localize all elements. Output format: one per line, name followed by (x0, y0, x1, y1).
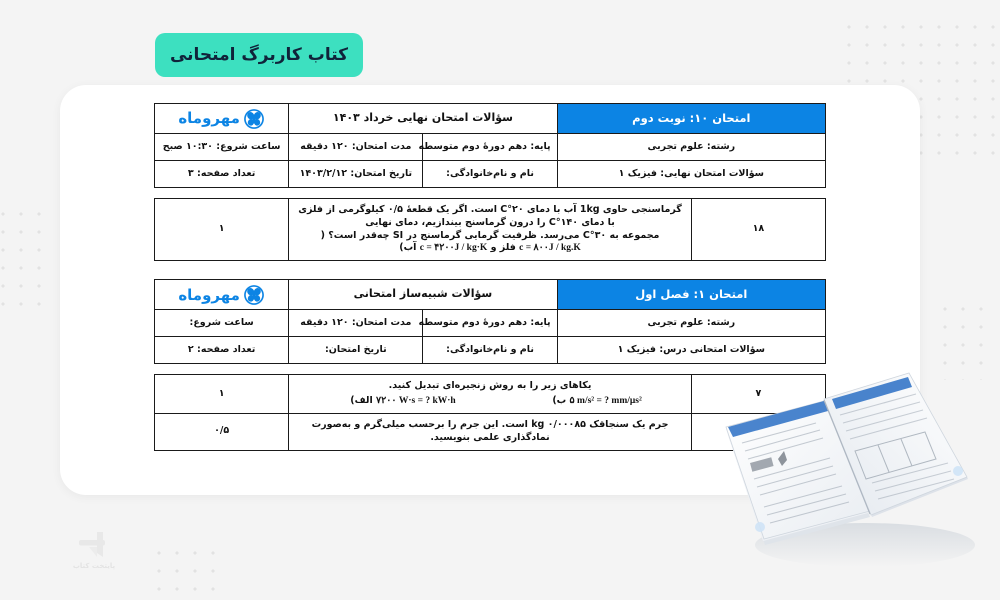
exam-2-date: تاریخ امتحان: (289, 337, 423, 364)
exam-1-grade: پایه: دهم دورهٔ دوم متوسطه (423, 134, 557, 161)
exam-1-page-count: تعداد صفحه: ۳ (155, 161, 289, 188)
exam-1-q1-score: ۱ (155, 199, 289, 261)
exam-1-student-name: نام و نام‌خانوادگی: (423, 161, 557, 188)
exam-1-subject: سؤالات امتحان نهایی: فیزیک ۱ (557, 161, 825, 188)
publisher-watermark (52, 530, 136, 570)
exam-2-q1-part-a (350, 395, 455, 408)
exam-1-q1-formula-1: c = ۸۰۰J / kg.K (519, 243, 581, 254)
watermark-logo-icon (77, 530, 111, 560)
table-row (155, 199, 826, 261)
page-title-badge (155, 33, 363, 77)
exam-2-q1-part-b (552, 395, 641, 408)
decorative-dot-grid-left (0, 205, 54, 315)
table-row (155, 413, 826, 450)
butterfly-logo-icon (243, 284, 265, 306)
exam-2-title: امتحان ۱: فصل اول (557, 280, 825, 310)
exam-1-duration: مدت امتحان: ۱۲۰ دقیقه (289, 134, 423, 161)
exam-2-q1-part-a-label: الف) (350, 395, 373, 407)
exam-1-spacer-row (155, 188, 826, 199)
exam-2-q1-score: ۱ (155, 375, 289, 414)
exam-1-info-row-1 (155, 134, 826, 161)
exam-1-start-time: ساعت شروع: ۱۰:۳۰ صبح (155, 134, 289, 161)
decorative-dot-grid-bottom (150, 544, 220, 594)
exam-2-info-row-2 (155, 337, 826, 364)
exam-1-q1-line2-text: مجموعه به C°۳۰ می‌رسد. ظرفیت گرمایی گرماسنج در SI چه‌قدر است؟ ( (320, 229, 660, 241)
exam-1-q1-text (289, 199, 692, 261)
exam-2-spacer-row (155, 364, 826, 375)
exam-2-q2-text: جرم یک سنجاقک kg ۰/۰۰۰۸۵ است. این جرم را برحسب میلی‌گرم و به‌صورت نمادگذاری علمی بنویسید. (289, 413, 692, 450)
exam-table-1 (154, 103, 826, 261)
exam-2-q1-part-b-label: ب) (552, 395, 567, 407)
brand-name-2: مهروماه (178, 285, 240, 304)
butterfly-logo-icon (243, 108, 265, 130)
exam-2-student-name: نام و نام‌خانوادگی: (423, 337, 557, 364)
exam-2-q1-line1: یکاهای زیر را به روش زنجیره‌ای تبدیل کنید. (388, 380, 592, 392)
exam-1-q1-number: ۱۸ (691, 199, 825, 261)
watermark-label: پایتخت کتاب (72, 562, 116, 570)
exam-2-start-time: ساعت شروع: (155, 310, 289, 337)
exam-2-q1-part-b-formula: ۵ m/s² = ? mm/μs² (569, 396, 642, 407)
exam-1-subtitle: سؤالات امتحان نهایی خرداد ۱۴۰۳ (289, 104, 557, 134)
exam-2-info-row-1 (155, 310, 826, 337)
exam-1-q1-formula-tail: آب) (399, 242, 417, 254)
tables-separator (78, 261, 902, 279)
exam-2-q1-part-a-formula: ۷۲۰۰ W·s = ? kW·h (376, 396, 456, 407)
exam-1-date: تاریخ امتحان: ۱۴۰۳/۲/۱۲ (289, 161, 423, 188)
exam-1-title: امتحان ۱۰: نوبت دوم (557, 104, 825, 134)
exam-2-subject: سؤالات امتحانی درس: فیزیک ۱ (557, 337, 825, 364)
exam-2-grade: پایه: دهم دورهٔ دوم متوسطه (423, 310, 557, 337)
exam-1-q1-line1: گرماسنجی حاوی 1kg آب با دمای C°۲۰ است. اگر یک قطعهٔ ۰/۵ کیلوگرمی از فلزی با دمای C°۱۴۰ را درون گرماسنج بیندازیم، دمای نهایی (298, 204, 682, 228)
table-row (155, 375, 826, 414)
exam-2-subtitle: سؤالات شبیه‌ساز امتحانی (289, 280, 557, 310)
exam-1-q1-formula-mid: فلز و (490, 242, 516, 254)
page-title: کتاب کاربرگ امتحانی (169, 45, 349, 65)
exam-1-info-row-2 (155, 161, 826, 188)
exam-2-duration: مدت امتحان: ۱۲۰ دقیقه (289, 310, 423, 337)
exam-2-header-row (155, 280, 826, 310)
exam-1-header-row (155, 104, 826, 134)
exam-1-q1-formula-2: c = ۴۲۰۰J / kg·K (419, 243, 488, 254)
exam-2-q1-number: ۷ (691, 375, 825, 414)
exam-1-field: رشته: علوم تجربی (557, 134, 825, 161)
exam-table-2 (154, 279, 826, 451)
brand-logo-2 (155, 280, 289, 310)
exam-2-q2-score: ۰/۵ (155, 413, 289, 450)
exam-1-q1-line2 (298, 230, 682, 256)
exam-2-q2-number (691, 413, 825, 450)
brand-logo-1 (155, 104, 289, 134)
brand-name-1: مهروماه (178, 109, 240, 128)
decorative-dot-grid-right (936, 300, 996, 380)
exam-2-page-count: تعداد صفحه: ۲ (155, 337, 289, 364)
exam-2-field: رشته: علوم تجربی (557, 310, 825, 337)
worksheet-card (60, 85, 920, 495)
exam-2-q1-text (289, 375, 692, 414)
exam-2-q1-parts (298, 393, 682, 408)
